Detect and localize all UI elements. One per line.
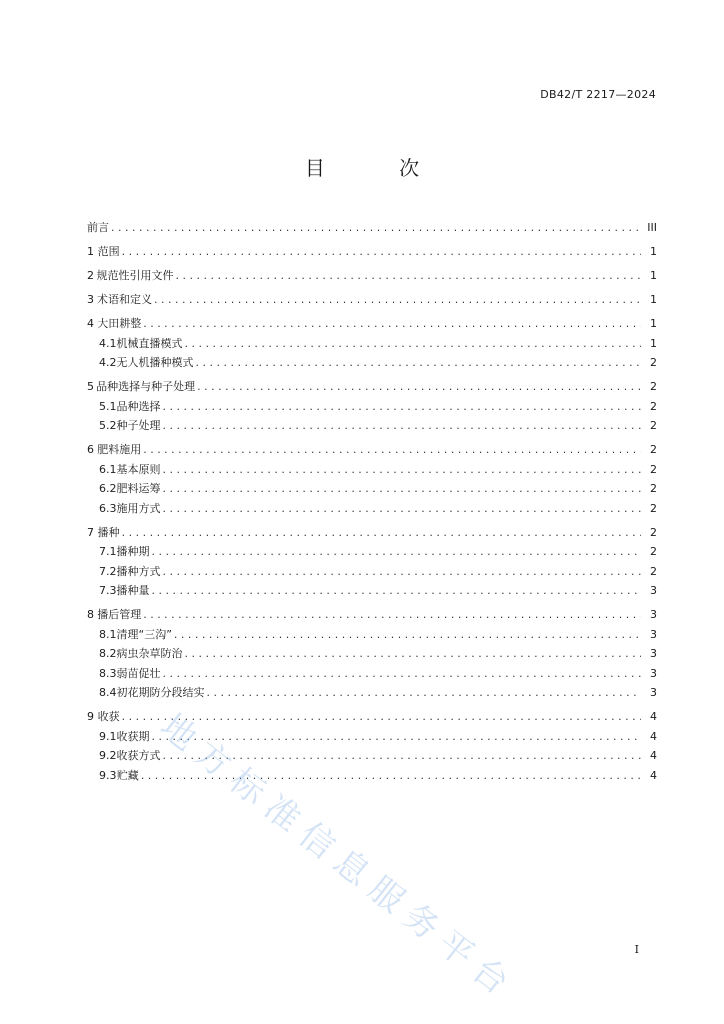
toc-leader-dots	[143, 314, 641, 334]
toc-entry-label: 播种方式	[116, 564, 161, 578]
toc-entry-label: 收获	[97, 710, 120, 723]
toc-entry-page: 3	[650, 686, 657, 699]
toc-entry-number: 7	[87, 525, 94, 539]
toc-entry[interactable]	[87, 644, 657, 664]
toc-entry-page: 2	[650, 525, 657, 539]
toc-entry-label: 品种选择与种子处理	[96, 380, 196, 393]
toc-entry-label: 弱苗促壮	[116, 666, 161, 680]
toc-entry[interactable]	[87, 314, 657, 334]
toc-entry[interactable]	[87, 746, 657, 766]
toc-entry-label: 肥料运筹	[116, 482, 161, 495]
toc-entry[interactable]	[87, 707, 657, 727]
toc-entry-page: 1	[650, 317, 657, 330]
toc-entry-number: 7.3	[99, 584, 117, 597]
toc-entry-label: 品种选择	[116, 399, 161, 413]
toc-leader-dots	[163, 562, 642, 582]
toc-entry-label: 机械直播模式	[116, 336, 183, 350]
toc-entry-page: 3	[650, 608, 657, 621]
toc-entry[interactable]	[87, 766, 657, 786]
toc-entry-number: 8.3	[99, 666, 117, 680]
toc-entry-page: 2	[650, 545, 657, 558]
toc-leader-dots	[163, 397, 642, 417]
toc-entry-number: 9.2	[99, 749, 117, 762]
toc-entry-label: 初花期防分段结实	[116, 686, 205, 699]
toc-leader-dots	[163, 416, 642, 436]
toc-entry-page: 2	[650, 380, 657, 393]
toc-entry[interactable]	[87, 605, 657, 625]
toc-entry-page: 4	[650, 710, 657, 723]
toc-entry-number: 8	[87, 608, 94, 621]
toc-entry[interactable]	[87, 683, 657, 703]
toc-entry-label: 播后管理	[97, 608, 142, 621]
toc-leader-dots	[163, 460, 642, 480]
toc-entry-label: 无人机播种模式	[116, 356, 194, 369]
toc-entry[interactable]	[87, 397, 657, 417]
toc-entry-number: 3	[87, 293, 94, 306]
toc-entry-number: 9.1	[99, 729, 117, 743]
toc-leader-dots	[196, 353, 642, 373]
toc-entry[interactable]	[87, 499, 657, 519]
toc-entry-label: 种子处理	[116, 419, 161, 432]
toc-entry-number: 5.2	[99, 419, 117, 432]
toc-entry[interactable]	[87, 218, 657, 238]
toc-entry-label: 施用方式	[116, 501, 161, 515]
toc-entry-page: 1	[650, 336, 657, 350]
toc-entry-number: 2	[87, 269, 94, 282]
toc-entry[interactable]	[87, 664, 657, 684]
toc-leader-dots	[141, 766, 641, 786]
toc-entry[interactable]	[87, 416, 657, 436]
toc-entry-page: 2	[650, 501, 657, 515]
toc-entry-page: 3	[650, 584, 657, 597]
toc-entry[interactable]	[87, 377, 657, 397]
toc-entry-number: 6	[87, 443, 94, 456]
toc-entry[interactable]	[87, 460, 657, 480]
toc-leader-dots	[152, 727, 642, 747]
toc-entry-page: 1	[650, 245, 657, 258]
page-number: I	[634, 943, 639, 956]
toc-entry-number: 5.1	[99, 399, 117, 413]
toc-entry-page: 2	[650, 482, 657, 495]
toc-entry[interactable]	[87, 242, 657, 262]
toc-entry[interactable]	[87, 581, 657, 601]
toc-entry-number: 7.1	[99, 545, 117, 558]
page-title: 目 次	[304, 156, 454, 180]
toc-entry-label: 播种期	[116, 545, 150, 558]
toc-leader-dots	[163, 664, 642, 684]
toc-entry-label: 基本原则	[116, 462, 161, 476]
toc-entry-number: 8.2	[99, 647, 117, 660]
toc-entry[interactable]	[87, 625, 657, 645]
toc-entry-page: 2	[650, 564, 657, 578]
toc-entry-number: 9.3	[99, 768, 117, 782]
toc-leader-dots	[174, 625, 641, 645]
toc-leader-dots	[152, 542, 642, 562]
toc-entry-page: III	[647, 221, 657, 234]
toc-leader-dots	[197, 377, 641, 397]
toc-entry-page: 4	[650, 749, 657, 762]
toc-leader-dots	[176, 266, 641, 286]
toc-entry-number: 4.1	[99, 336, 117, 350]
toc-entry-number: 6.3	[99, 501, 117, 515]
toc-entry-page: 1	[650, 293, 657, 306]
toc-entry-label: 大田耕整	[97, 317, 142, 330]
toc-entry[interactable]	[87, 523, 657, 543]
toc-entry-label: 肥料施用	[97, 443, 142, 456]
toc-entry-label: 播种	[97, 525, 120, 539]
toc-entry-label: 收获期	[116, 729, 150, 743]
toc-leader-dots	[163, 499, 642, 519]
toc-entry-label: 收获方式	[116, 749, 161, 762]
toc-entry-page: 4	[650, 768, 657, 782]
toc-leader-dots	[143, 440, 641, 460]
toc-entry-label: 规范性引用文件	[96, 269, 174, 282]
toc-entry-label: 术语和定义	[96, 293, 152, 306]
toc-leader-dots	[152, 581, 642, 601]
toc-entry-number: 6.1	[99, 462, 117, 476]
toc-entry[interactable]	[87, 266, 657, 286]
toc-entry-page: 3	[650, 647, 657, 660]
toc-entry-page: 1	[650, 269, 657, 282]
toc-entry-number: 7.2	[99, 564, 117, 578]
toc-leader-dots	[111, 218, 641, 238]
document-code: DB42/T 2217—2024	[540, 88, 656, 101]
toc-entry-number: 1	[87, 245, 94, 258]
toc-entry-number: 4	[87, 317, 94, 330]
toc-leader-dots	[122, 523, 641, 543]
toc-leader-dots	[185, 334, 642, 354]
toc-entry-number: 4.2	[99, 356, 117, 369]
toc-entry[interactable]	[87, 542, 657, 562]
toc-leader-dots	[154, 290, 641, 310]
toc-entry-number: 6.2	[99, 482, 117, 495]
toc-entry-label: 贮藏	[116, 768, 139, 782]
toc-entry-page: 4	[650, 729, 657, 743]
toc-entry-page: 3	[650, 627, 657, 641]
toc-entry-number: 8.1	[99, 627, 117, 641]
toc-entry[interactable]	[87, 334, 657, 354]
toc-entry-label: 播种量	[116, 584, 150, 597]
toc-entry-number: 9	[87, 710, 94, 723]
toc-leader-dots	[122, 707, 641, 727]
toc-entry[interactable]	[87, 562, 657, 582]
toc-entry-number: 8.4	[99, 686, 117, 699]
toc-entry[interactable]	[87, 353, 657, 373]
toc-entry-label: 前言	[87, 221, 109, 234]
toc-entry-label: 范围	[97, 245, 120, 258]
toc-leader-dots	[122, 242, 641, 262]
toc-leader-dots	[207, 683, 642, 703]
toc-entry-label: 病虫杂草防治	[116, 647, 183, 660]
toc-leader-dots	[163, 746, 642, 766]
toc-entry[interactable]	[87, 290, 657, 310]
toc-entry-number: 5	[87, 380, 94, 393]
toc-entry[interactable]	[87, 479, 657, 499]
toc-leader-dots	[185, 644, 642, 664]
toc-entry-label: 清理“三沟”	[116, 627, 172, 641]
toc-entry-page: 2	[650, 399, 657, 413]
table-of-contents	[87, 218, 657, 785]
toc-entry[interactable]	[87, 727, 657, 747]
toc-entry-page: 2	[650, 419, 657, 432]
toc-entry-page: 2	[650, 462, 657, 476]
toc-leader-dots	[163, 479, 642, 499]
toc-entry-page: 2	[650, 443, 657, 456]
toc-entry[interactable]	[87, 440, 657, 460]
toc-entry-page: 3	[650, 666, 657, 680]
watermark: 地方标准信息服务平台	[152, 706, 524, 1009]
toc-leader-dots	[143, 605, 641, 625]
toc-entry-page: 2	[650, 356, 657, 369]
